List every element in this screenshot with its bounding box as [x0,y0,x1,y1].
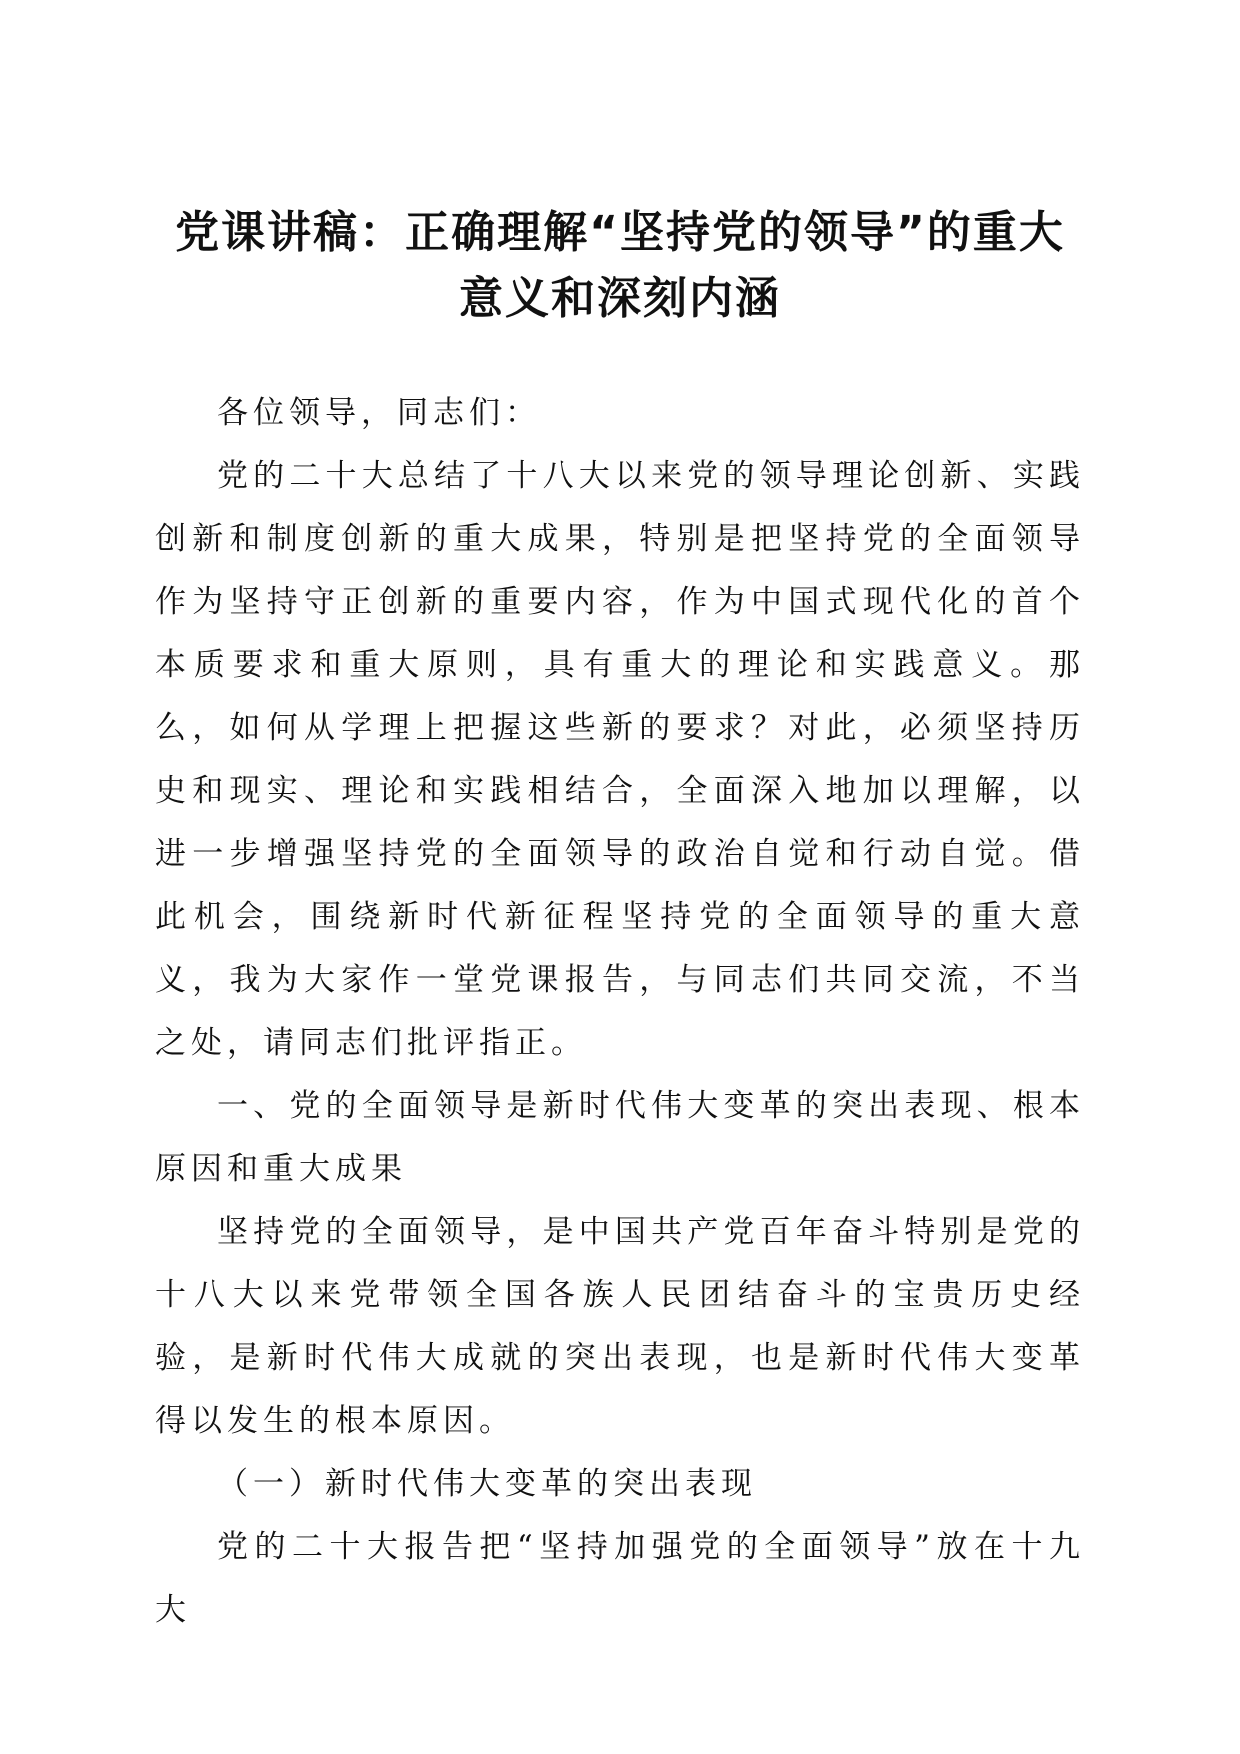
section-paragraph: 坚持党的全面领导，是中国共产党百年奋斗特别是党的十八大以来党带领全国各族人民团结奋斗的宝贵历史经验，是新时代伟大成就的突出表现，也是新时代伟大变革得以发生的根本原因。 [155,1214,1085,1439]
document-title [140,200,1100,332]
salutation: 各位领导，同志们： [217,395,541,431]
intro-paragraph: 党的二十大总结了十八大以来党的领导理论创新、实践创新和制度创新的重大成果，特别是把坚持党的全面领导作为坚持守正创新的重要内容，作为中国式现代化的首个本质要求和重大原则，具有重大的理论和实践意义。那么，如何从学理上把握这些新的要求？对此，必须坚持历史和现实、理论和实践相结合，全面深入地加以理解，以进一步增强坚持党的全面领导的政治自觉和行动自觉。借此机会，围绕新时代新征程坚持党的全面领导的重大意义，我为大家作一堂党课报告，与同志们共同交流，不当之处，请同志们批评指正。 [155,458,1085,1061]
title-line-1: 党课讲稿：正确理解“坚持党的领导”的重大 [175,207,1065,258]
subsection-paragraph: 党的二十大报告把“坚持加强党的全面领导”放在十九大 [155,1529,1085,1628]
document-body [155,382,1085,1642]
subsection-heading-1: （一）新时代伟大变革的突出表现 [217,1466,757,1502]
section-heading-1: 一、党的全面领导是新时代伟大变革的突出表现、根本原因和重大成果 [155,1088,1085,1187]
title-line-2: 意义和深刻内涵 [459,273,781,324]
